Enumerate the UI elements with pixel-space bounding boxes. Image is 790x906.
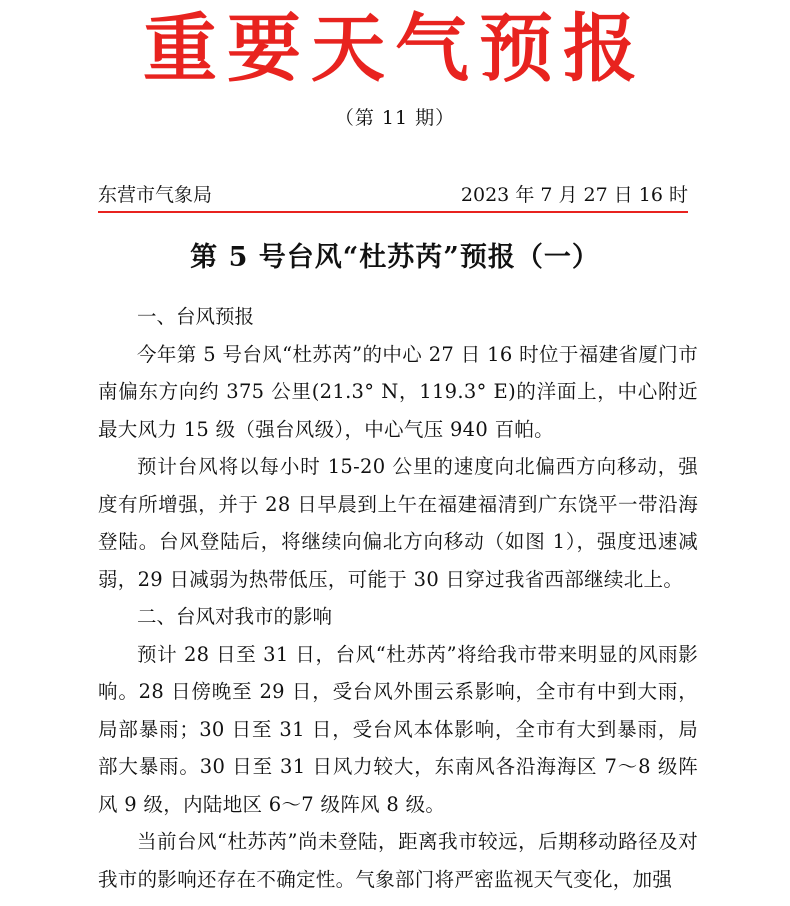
section-heading-forecast: 一、台风预报 (137, 305, 255, 328)
issue-date: 2023 年 7 月 27 日 16 时 (460, 184, 688, 206)
paragraph: 今年第 5 号台风“杜苏芮”的中心 27 日 16 时位于福建省厦门市南偏东方向约 375 公里(21.3° N，119.3° E)的洋面上，中心附近最大风力 15 级（强台风级），中心气压 940 百帕。 (98, 342, 698, 441)
document-body (98, 298, 698, 898)
paragraph: 当前台风“杜苏芮”尚未登陆，距离我市较远，后期移动路径及对我市的影响还存在不确定性。气象部门将严密监视天气变化，加强 (98, 830, 698, 891)
paragraph: 预计 28 日至 31 日，台风“杜苏芮”将给我市带来明显的风雨影响。28 日傍晚至 29 日，受台风外围云系影响，全市有中到大雨，局部暴雨；30 日至 31 日，受台风本体影响，全市有大到暴雨，局部大暴雨。30 日至 31 日风力较大，东南风各沿海海区 7～8 级阵风 9 级，内陆地区 6～7 级阵风 8 级。 (98, 642, 698, 816)
meta-row (98, 180, 688, 210)
paragraph: 预计台风将以每小时 15-20 公里的速度向北偏西方向移动，强度有所增强，并于 28 日早晨到上午在福建福清到广东饶平一带沿海登陆。台风登陆后，将继续向偏北方向移动（如图 1），强度迅速减弱，29 日减弱为热带低压，可能于 30 日穿过我省西部继续北上。 (98, 455, 698, 591)
issue-number: （第 11 期） (334, 107, 456, 129)
document-title: 第 5 号台风“杜苏芮”预报（一） (190, 242, 600, 273)
issuing-agency: 东营市气象局 (98, 184, 213, 206)
masthead-title: 重要天气预报 (143, 6, 647, 92)
section-heading-impact: 二、台风对我市的影响 (137, 605, 333, 628)
red-divider (98, 211, 688, 213)
